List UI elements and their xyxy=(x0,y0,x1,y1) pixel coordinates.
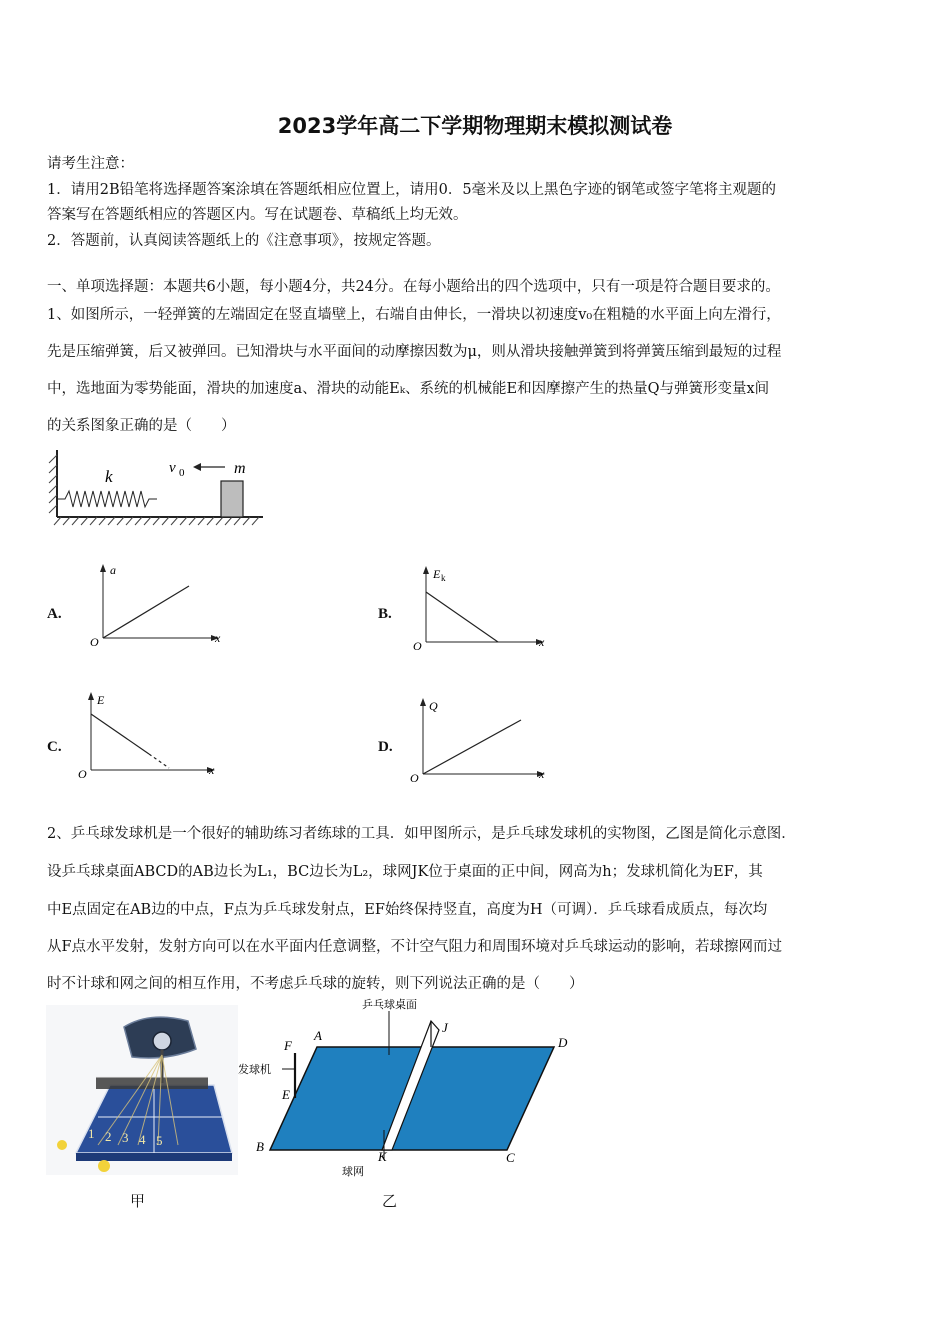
notice-item-1: 1．请用2B铅笔将选择题答案涂填在答题纸相应位置上，请用0．5毫米及以上黑色字迹的钢笔或签字笔将主观题的 xyxy=(47,182,777,198)
ground-hatch-mark xyxy=(216,517,223,525)
q2-text-line-3: 中E点固定在AB边的中点，F点为乒乓球发射点，EF始终保持竖直，高度为H（可调）．乒乓球看成质点，每次均 xyxy=(47,902,768,918)
ground-hatch-mark xyxy=(252,517,259,525)
ping-pong-machine-photo xyxy=(46,1005,238,1175)
graph-c-x-label: x xyxy=(209,763,215,777)
figure-caption-right: 乙 xyxy=(382,1192,398,1210)
q2-text-line-2: 设乒乓球桌面ABCD的AB边长为L₁，BC边长为L₂，球网JK位于桌面的正中间，网高为h；发球机简化为EF，其 xyxy=(47,864,763,880)
q1-text-line-1: 1、如图所示，一轻弹簧的左端固定在竖直墙壁上，右端自由伸长，一滑块以初速度v₀在粗糙的水平面上向左滑行， xyxy=(47,307,781,323)
ground-hatch-mark xyxy=(234,517,241,525)
ground-hatch-mark xyxy=(144,517,151,525)
ground-hatch-mark xyxy=(162,517,169,525)
option-c-label[interactable]: C. xyxy=(47,739,62,755)
ground-hatch-mark xyxy=(189,517,196,525)
graph-option-c[interactable] xyxy=(73,688,223,788)
ground-hatch-mark xyxy=(126,517,133,525)
point-j-label: J xyxy=(442,1020,448,1035)
velocity-subscript: 0 xyxy=(179,467,185,479)
ground-hatch-mark xyxy=(198,517,205,525)
zone-number-5: 5 xyxy=(156,1133,163,1148)
ground-hatch-mark xyxy=(180,517,187,525)
point-a-label: A xyxy=(314,1028,322,1043)
graph-b-y-subscript: k xyxy=(441,573,446,583)
option-a-label[interactable]: A. xyxy=(47,606,62,622)
notice-item-2: 2．答题前，认真阅读答题纸上的《注意事项》，按规定答题。 xyxy=(47,233,441,249)
spring-block-figure xyxy=(45,445,270,530)
notice-item-1-cont: 答案写在答题纸相应的答题区内。写在试题卷、草稿纸上均无效。 xyxy=(47,207,468,223)
notice-heading: 请考生注意： xyxy=(47,156,134,172)
zone-number-1: 1 xyxy=(88,1126,95,1141)
q2-text-line-4: 从F点水平发射，发射方向可以在水平面内任意调整，不计空气阻力和周围环境对乒乓球运动的影响，若球擦网而过 xyxy=(47,939,783,955)
ground-hatch-mark xyxy=(135,517,142,525)
ground-hatch-mark xyxy=(171,517,178,525)
ground-hatch-mark xyxy=(153,517,160,525)
graph-d-x-label: x xyxy=(539,767,545,781)
ground-hatch-mark xyxy=(117,517,124,525)
velocity-label: v xyxy=(169,460,176,476)
ground-hatch-mark xyxy=(225,517,232,525)
launcher-label: 发球机 xyxy=(238,1064,271,1076)
point-e-label: E xyxy=(282,1087,290,1102)
point-b-label: B xyxy=(256,1139,264,1154)
ground-hatch-mark xyxy=(54,517,61,525)
q2-text-line-1: 2、乒乓球发球机是一个很好的辅助练习者练球的工具．如甲图所示，是乒乓球发球机的实物图，乙图是简化示意图． xyxy=(47,826,796,842)
section-heading: 一、单项选择题：本题共6小题，每小题4分，共24分。在每小题给出的四个选项中，只有一项是符合题目要求的。 xyxy=(47,279,780,295)
point-d-label: D xyxy=(558,1035,568,1050)
mass-label: m xyxy=(234,460,246,477)
graph-d-origin: O xyxy=(410,771,419,785)
q1-text-line-2: 先是压缩弹簧，后又被弹回。已知滑块与水平面间的动摩擦因数为μ，则从滑块接触弹簧到将弹簧压缩到最短的过程 xyxy=(47,344,782,360)
point-k-label: K xyxy=(378,1149,387,1164)
table-surface-label: 乒乓球桌面 xyxy=(362,999,417,1011)
zone-number-2: 2 xyxy=(105,1129,112,1144)
graph-option-a[interactable] xyxy=(85,560,230,660)
ground-hatch-mark xyxy=(243,517,250,525)
ground-hatch-mark xyxy=(108,517,115,525)
option-d-label[interactable]: D. xyxy=(378,739,393,755)
point-c-label: C xyxy=(506,1150,515,1165)
graph-b-origin: O xyxy=(413,639,422,653)
q1-text-line-4: 的关系图象正确的是（ ） xyxy=(47,418,236,434)
ground-hatch-mark xyxy=(99,517,106,525)
ground-hatch-mark xyxy=(90,517,97,525)
option-b-label[interactable]: B. xyxy=(378,606,392,622)
figure-caption-left: 甲 xyxy=(130,1192,146,1210)
q2-text-line-5: 时不计球和网之间的相互作用，不考虑乒乓球的旋转，则下列说法正确的是（ ） xyxy=(47,976,584,992)
graph-c-y-label: E xyxy=(97,693,105,707)
graph-option-b[interactable] xyxy=(408,562,553,662)
point-f-label: F xyxy=(284,1038,292,1053)
spring-constant-label: k xyxy=(105,467,113,486)
graph-d-y-label: Q xyxy=(429,699,438,713)
graph-a-y-label: a xyxy=(110,563,116,577)
net-label: 球网 xyxy=(342,1166,364,1178)
ground-hatch-mark xyxy=(63,517,70,525)
zone-number-3: 3 xyxy=(122,1130,129,1145)
ground-hatch-mark xyxy=(72,517,79,525)
zone-number-4: 4 xyxy=(139,1132,146,1147)
q1-text-line-3: 中，选地面为零势能面，滑块的加速度a、滑块的动能Eₖ、系统的机械能E和因摩擦产生的热量Q与弹簧形变量x间 xyxy=(47,381,770,397)
graph-a-x-label: x xyxy=(215,631,221,645)
graph-b-x-label: x xyxy=(539,635,545,649)
ground-hatch-mark xyxy=(207,517,214,525)
page-title: 2023学年高二下学期物理期末模拟测试卷 xyxy=(277,114,673,138)
ground-hatch-mark xyxy=(81,517,88,525)
graph-option-d[interactable] xyxy=(405,694,555,789)
graph-c-origin: O xyxy=(78,767,87,781)
graph-a-origin: O xyxy=(90,635,99,649)
graph-b-y-label: E xyxy=(433,567,441,581)
table-schematic-diagram xyxy=(232,995,602,1185)
